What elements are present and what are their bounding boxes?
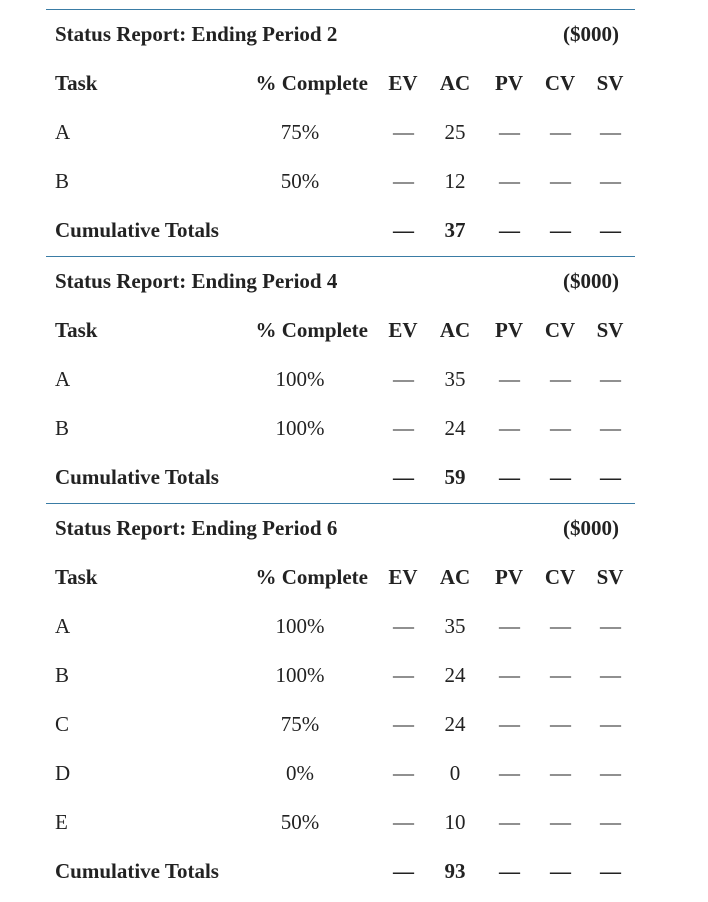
task-header: Task	[55, 565, 98, 589]
cv-value: —	[550, 810, 570, 834]
table-row	[46, 355, 635, 404]
pv-header: PV	[495, 565, 523, 589]
pct-complete: 50%	[280, 169, 320, 193]
ac-value: 24	[444, 712, 466, 736]
ev-value: —	[393, 761, 413, 785]
ev-header: EV	[388, 71, 418, 95]
sv-value: —	[600, 712, 620, 736]
ac-header: AC	[439, 71, 471, 95]
pv-total: —	[499, 465, 519, 489]
report-unit: ($000)	[563, 516, 619, 540]
pv-total: —	[499, 218, 519, 242]
task-name: A	[55, 367, 71, 391]
pct-complete-header: % Complete	[255, 565, 368, 589]
pct-complete: 50%	[280, 810, 320, 834]
pv-value: —	[499, 712, 519, 736]
sv-value: —	[600, 120, 620, 144]
cv-total: —	[550, 859, 570, 883]
pct-complete: 75%	[280, 712, 320, 736]
ev-value: —	[393, 810, 413, 834]
ev-value: —	[393, 663, 413, 687]
report-title: Status Report: Ending Period 6	[55, 516, 338, 540]
status-report-period-6	[46, 503, 635, 896]
column-header-row	[46, 306, 635, 355]
pct-complete: 100%	[275, 614, 325, 638]
ev-value: —	[393, 416, 413, 440]
pv-value: —	[499, 810, 519, 834]
table-row	[46, 798, 635, 847]
report-title: Status Report: Ending Period 2	[55, 22, 338, 46]
ev-total: —	[393, 859, 413, 883]
ev-value: —	[393, 712, 413, 736]
pct-complete: 100%	[275, 416, 325, 440]
sv-header: SV	[596, 318, 624, 342]
sv-total: —	[600, 218, 620, 242]
cv-value: —	[550, 416, 570, 440]
cv-value: —	[550, 712, 570, 736]
task-header: Task	[55, 71, 98, 95]
pct-complete-header: % Complete	[255, 318, 368, 342]
table-row	[46, 602, 635, 651]
cumulative-totals-row	[46, 206, 635, 255]
ac-value: 25	[444, 120, 466, 144]
cv-total: —	[550, 218, 570, 242]
ac-header: AC	[439, 318, 471, 342]
sv-total: —	[600, 465, 620, 489]
sv-header: SV	[596, 71, 624, 95]
pv-total: —	[499, 859, 519, 883]
totals-label: Cumulative Totals	[55, 465, 219, 489]
ev-header: EV	[388, 318, 418, 342]
task-name: A	[55, 614, 71, 638]
task-header: Task	[55, 318, 98, 342]
column-header-row	[46, 59, 635, 108]
table-row	[46, 651, 635, 700]
task-name: B	[55, 169, 70, 193]
ac-value: 0	[449, 761, 461, 785]
report-unit: ($000)	[563, 269, 619, 293]
column-header-row	[46, 553, 635, 602]
sv-value: —	[600, 169, 620, 193]
ac-value: 35	[444, 367, 466, 391]
sv-value: —	[600, 810, 620, 834]
cumulative-totals-row	[46, 453, 635, 502]
pct-complete: 0%	[286, 761, 314, 785]
cv-value: —	[550, 663, 570, 687]
report-title-row	[46, 10, 635, 59]
cv-value: —	[550, 367, 570, 391]
ac-value: 24	[444, 663, 466, 687]
task-name: A	[55, 120, 71, 144]
task-name: E	[55, 810, 68, 834]
pct-complete: 100%	[275, 367, 325, 391]
ev-value: —	[393, 120, 413, 144]
table-row	[46, 700, 635, 749]
report-title-row	[46, 257, 635, 306]
ev-value: —	[393, 169, 413, 193]
totals-label: Cumulative Totals	[55, 859, 219, 883]
sv-total: —	[600, 859, 620, 883]
pv-value: —	[499, 614, 519, 638]
report-title: Status Report: Ending Period 4	[55, 269, 338, 293]
ac-value: 35	[444, 614, 466, 638]
ac-header: AC	[439, 565, 471, 589]
ev-value: —	[393, 614, 413, 638]
table-row	[46, 404, 635, 453]
sv-value: —	[600, 614, 620, 638]
ev-value: —	[393, 367, 413, 391]
cv-header: CV	[544, 71, 576, 95]
pv-value: —	[499, 761, 519, 785]
cv-header: CV	[544, 318, 576, 342]
sv-value: —	[600, 761, 620, 785]
task-name: D	[55, 761, 71, 785]
ev-total: —	[393, 465, 413, 489]
ac-total: 93	[444, 859, 466, 883]
pct-complete-header: % Complete	[255, 71, 368, 95]
ev-total: —	[393, 218, 413, 242]
pv-header: PV	[495, 71, 523, 95]
sv-header: SV	[596, 565, 624, 589]
cv-value: —	[550, 614, 570, 638]
ac-total: 37	[444, 218, 466, 242]
sv-value: —	[600, 663, 620, 687]
pct-complete: 100%	[275, 663, 325, 687]
pv-value: —	[499, 663, 519, 687]
cv-total: —	[550, 465, 570, 489]
pv-value: —	[499, 169, 519, 193]
cv-value: —	[550, 120, 570, 144]
table-row	[46, 108, 635, 157]
ac-value: 24	[444, 416, 466, 440]
ac-value: 12	[444, 169, 466, 193]
cv-value: —	[550, 761, 570, 785]
ac-value: 10	[444, 810, 466, 834]
pct-complete: 75%	[280, 120, 320, 144]
ac-total: 59	[444, 465, 466, 489]
table-row	[46, 749, 635, 798]
status-report-period-4	[46, 256, 635, 502]
cumulative-totals-row	[46, 847, 635, 896]
task-name: B	[55, 663, 70, 687]
report-title-row	[46, 504, 635, 553]
status-report-period-2	[46, 9, 635, 255]
totals-label: Cumulative Totals	[55, 218, 219, 242]
cv-header: CV	[544, 565, 576, 589]
sv-value: —	[600, 416, 620, 440]
table-row	[46, 157, 635, 206]
pv-value: —	[499, 416, 519, 440]
task-name: B	[55, 416, 70, 440]
ev-header: EV	[388, 565, 418, 589]
pv-header: PV	[495, 318, 523, 342]
report-unit: ($000)	[563, 22, 619, 46]
sv-value: —	[600, 367, 620, 391]
cv-value: —	[550, 169, 570, 193]
pv-value: —	[499, 367, 519, 391]
task-name: C	[55, 712, 70, 736]
pv-value: —	[499, 120, 519, 144]
